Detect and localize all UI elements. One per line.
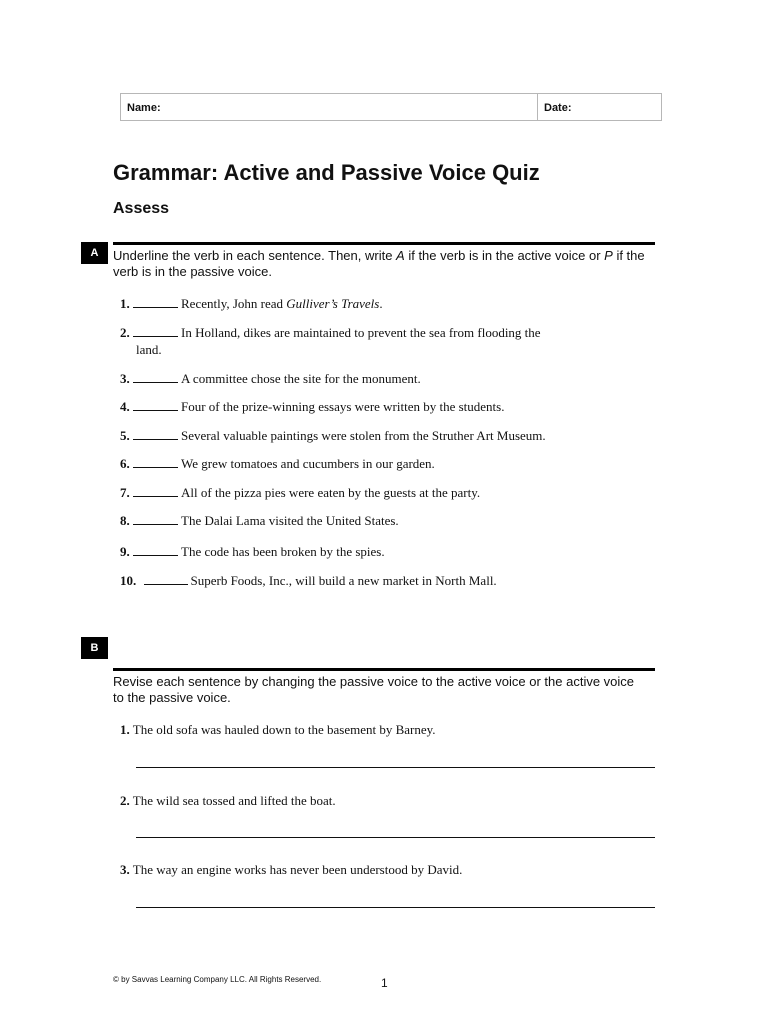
- section-b-rule: [113, 668, 655, 671]
- section-b-instructions: Revise each sentence by changing the passive voice to the active voice or the active voice to the passive voice.: [113, 674, 635, 705]
- answer-blank[interactable]: [133, 296, 178, 308]
- section-a-item: 4. Four of the prize-winning essays were written by the students.: [120, 399, 505, 414]
- section-a-item: 7. All of the pizza pies were eaten by the guests at the party.: [120, 485, 481, 500]
- answer-blank[interactable]: [133, 544, 178, 556]
- section-a-item: 10. Superb Foods, Inc., will build a new market in North Mall.: [120, 573, 497, 588]
- answer-blank[interactable]: [144, 573, 188, 585]
- answer-line[interactable]: [136, 837, 655, 838]
- section-a-item: 6. We grew tomatoes and cucumbers in our garden.: [120, 456, 435, 471]
- section-a-item: 8. The Dalai Lama visited the United States.: [120, 513, 399, 528]
- section-a-item: 5. Several valuable paintings were stolen from the Struther Art Museum.: [120, 428, 546, 443]
- copyright-notice: © by Savvas Learning Company LLC. All Rights Reserved.: [113, 975, 322, 984]
- section-a-item: 1. Recently, John read Gulliver’s Travels.: [120, 296, 383, 311]
- section-a-item: 3. A committee chose the site for the monument.: [120, 371, 421, 386]
- date-label: Date:: [544, 102, 572, 114]
- page-number: 1: [381, 976, 388, 990]
- section-b-item: 1. The old sofa was hauled down to the basement by Barney.: [120, 722, 436, 737]
- section-b-item: 3. The way an engine works has never been understood by David.: [120, 862, 463, 877]
- section-a-marker: A: [81, 242, 108, 264]
- answer-blank[interactable]: [133, 485, 178, 497]
- section-a-instructions: Underline the verb in each sentence. Then, write A if the verb is in the active voice or P if the verb is in the passive voice.: [113, 248, 645, 279]
- page-subtitle: Assess: [113, 200, 170, 217]
- section-a-item: 9. The code has been broken by the spies.: [120, 544, 385, 559]
- name-date-box: [120, 93, 662, 121]
- answer-blank[interactable]: [133, 399, 178, 411]
- answer-blank[interactable]: [133, 428, 178, 440]
- name-field[interactable]: [121, 94, 538, 120]
- section-a-item-continuation: land.: [136, 342, 162, 357]
- section-a-rule: [113, 242, 655, 245]
- section-b-marker: B: [81, 637, 108, 659]
- answer-line[interactable]: [136, 907, 655, 908]
- answer-blank[interactable]: [133, 325, 178, 337]
- answer-blank[interactable]: [133, 371, 178, 383]
- date-field[interactable]: [538, 94, 661, 120]
- answer-blank[interactable]: [133, 513, 178, 525]
- section-a-item: 2. In Holland, dikes are maintained to prevent the sea from flooding the: [120, 325, 541, 340]
- page-title: Grammar: Active and Passive Voice Quiz: [113, 160, 540, 185]
- name-label: Name:: [127, 102, 161, 114]
- answer-blank[interactable]: [133, 456, 178, 468]
- section-b-item: 2. The wild sea tossed and lifted the boat.: [120, 793, 336, 808]
- answer-line[interactable]: [136, 767, 655, 768]
